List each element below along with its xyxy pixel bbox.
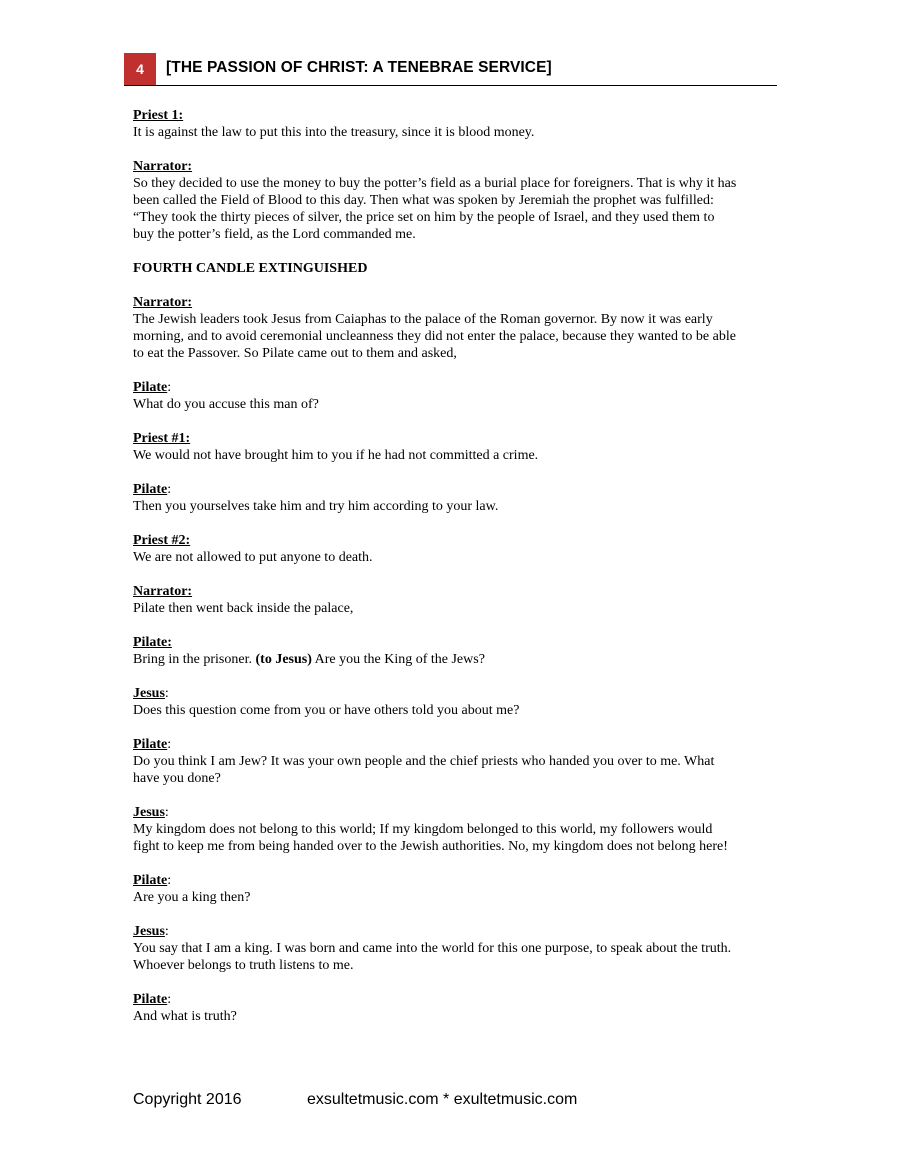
speaker-line [133,634,783,651]
dialogue-line: You say that I am a king. I was born and came into the world for this one purpose, to speak about the truth. [133,941,732,956]
dialogue-line: Do you think I am Jew? It was your own people and the chief priests who handed you over to me. What [133,754,715,769]
dialogue-line: Whoever belongs to truth listens to me. [133,958,354,973]
page-header [124,53,777,86]
speaker-colon: : [167,482,172,497]
speaker-line [133,583,783,600]
speaker-line [133,872,783,889]
speaker-colon: : [167,380,172,395]
speaker-name: Priest #2: [133,533,191,548]
speaker-line [133,923,783,940]
speaker-line [133,430,783,447]
copyright-text: Copyright 2016 [133,1091,242,1108]
dialogue-block [133,583,783,617]
speaker-colon: : [167,992,172,1007]
dialogue-line: to eat the Passover. So Pilate came out to them and asked, [133,346,457,361]
speaker-colon: : [164,924,169,939]
dialogue-block [133,923,783,974]
dialogue-block [133,685,783,719]
dialogue-block [133,736,783,787]
speaker-colon: : [167,737,172,752]
section-heading [133,260,783,277]
dialogue-line: have you done? [133,771,221,786]
dialogue-block [133,532,783,566]
speaker-name: Pilate [133,737,168,752]
page-footer [133,1091,578,1109]
speaker-line [133,107,783,124]
speaker-line [133,294,783,311]
dialogue-block [133,379,783,413]
speaker-name: Narrator: [133,159,193,174]
dialogue-line: Are you a king then? [133,890,251,905]
dialogue-block [133,872,783,906]
dialogue-line: And what is truth? [133,1009,237,1024]
speaker-name: Priest #1: [133,431,191,446]
dialogue-block [133,804,783,855]
speaker-line [133,685,783,702]
speaker-name: Jesus [133,805,165,820]
dialogue-line: The Jewish leaders took Jesus from Caiaphas to the palace of the Roman governor. By now it was early [133,312,713,327]
dialogue-block [133,430,783,464]
dialogue-block [133,634,783,668]
page-number: 4 [124,53,156,85]
speaker-name: Narrator: [133,295,193,310]
speaker-name: Narrator: [133,584,193,599]
speaker-line [133,532,783,549]
footer-websites: exsultetmusic.com * exultetmusic.com [307,1091,578,1108]
speaker-line [133,991,783,1008]
speaker-line [133,481,783,498]
dialogue-line: We would not have brought him to you if he had not committed a crime. [133,448,539,463]
dialogue-block [133,107,783,141]
speaker-name: Priest 1: [133,108,184,123]
speaker-line [133,736,783,753]
dialogue-block [133,481,783,515]
dialogue-block [133,158,783,243]
speaker-line [133,379,783,396]
dialogue-line: My kingdom does not belong to this world; If my kingdom belonged to this world, my followers would [133,822,713,837]
dialogue-line: What do you accuse this man of? [133,397,319,412]
dialogue-line: fight to keep me from being handed over to the Jewish authorities. No, my kingdom does not belong here! [133,839,728,854]
speaker-name: Pilate [133,992,168,1007]
dialogue-line: Does this question come from you or have others told you about me? [133,703,520,718]
speaker-line [133,804,783,821]
dialogue-line: Pilate then went back inside the palace, [133,601,354,616]
dialogue-line [133,651,783,668]
dialogue-line: So they decided to use the money to buy the potter’s field as a burial place for foreigners. That is why it has [133,176,737,191]
document-title: [THE PASSION OF CHRIST: A TENEBRAE SERVICE] [166,59,552,76]
speaker-name: Pilate [133,482,168,497]
speaker-colon: : [164,805,169,820]
dialogue-block [133,294,783,362]
stage-direction: (to Jesus) [255,652,312,667]
dialogue-line: “They took the thirty pieces of silver, the price set on him by the people of Israel, and they used them to [133,210,715,225]
dialogue-block [133,991,783,1025]
speaker-name: Jesus [133,686,165,701]
script-body [133,107,783,1042]
speaker-name: Pilate [133,380,168,395]
speaker-line [133,158,783,175]
dialogue-line: been called the Field of Blood to this day. Then what was spoken by Jeremiah the prophet was fulfilled: [133,193,714,208]
dialogue-line: buy the potter’s field, as the Lord commanded me. [133,227,416,242]
dialogue-line: morning, and to avoid ceremonial uncleanness they did not enter the palace, because they wanted to be able [133,329,736,344]
speaker-colon: : [164,686,169,701]
speaker-name: Pilate [133,873,168,888]
dialogue-line: We are not allowed to put anyone to death. [133,550,373,565]
dialogue-line: It is against the law to put this into the treasury, since it is blood money. [133,125,535,140]
speaker-name: Pilate: [133,635,172,650]
speaker-colon: : [167,873,172,888]
dialogue-text: Are you the King of the Jews? [311,652,485,667]
speaker-name: Jesus [133,924,165,939]
candle-heading: FOURTH CANDLE EXTINGUISHED [133,261,368,276]
dialogue-line: Then you yourselves take him and try him according to your law. [133,499,499,514]
dialogue-text: Bring in the prisoner. [133,652,256,667]
